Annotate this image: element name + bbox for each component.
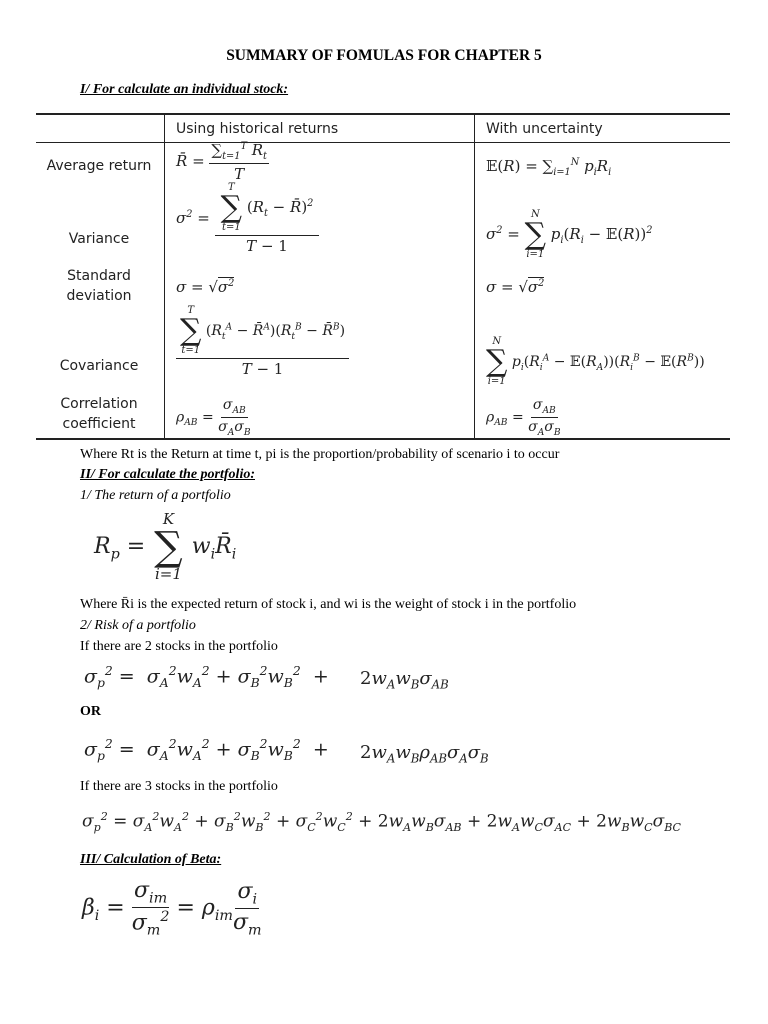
row-label-corr-line1: Correlation (60, 396, 138, 412)
row-label-corr-line2: coefficient (62, 416, 136, 432)
formula-var-historical: $\sigma^2$ = T ∑ t=1 ($R_t$ − R̄)$^2$ T − 1 (176, 183, 319, 255)
formula-risk-two-stocks-cov-term: $2w_Aw_B\sigma_{AB}$ (360, 668, 449, 692)
section-beta: III/ Calculation of Beta: (80, 852, 222, 867)
formula-portfolio-return: $R_p$ = K ∑ i=1 $w_iR̄_i$ (94, 510, 237, 583)
row-label-std-line2: deviation (66, 288, 132, 304)
col-header-uncertainty: With uncertainty (486, 121, 603, 137)
formula-avg-uncertainty: 𝔼(R) = $\sum_{i=1}^N$ $p_iR_i$ (486, 157, 612, 178)
formula-beta: $\beta_i$ = $\frac{\sigma_{im}}{\sigma_m^2}$ = $\rho_{im}$ $\frac{\sigma_i}{\sigma_m}$ (82, 878, 262, 940)
formula-std-uncertainty: $\sigma = √\sigma^2$ (486, 278, 545, 296)
or-label: OR (80, 704, 101, 719)
two-stocks-label: If there are 2 stocks in the portfolio (80, 639, 278, 654)
row-label-standard-deviation (36, 266, 162, 306)
row-label-std-line1: Standard (67, 268, 131, 284)
formula-risk-two-stocks-correlation: $\sigma_p^2 = \sigma_A^2w_A^2 + \sigma_B^2w_B^2$ + (84, 737, 329, 764)
row-label-variance: Variance (68, 231, 130, 247)
row-label-correlation (36, 394, 162, 434)
formula-risk-two-stocks-corr-term: $2w_Aw_B\rho_{AB}\sigma_A\sigma_B$ (360, 742, 489, 766)
table-col-divider-1 (164, 113, 165, 439)
formula-cov-historical: T ∑ t=1 ($R_t^A$ − $R̄^A)(R_t^B$ − R̄$^B$) T − 1 (176, 306, 349, 378)
page-title: SUMMARY OF FOMULAS FOR CHAPTER 5 (226, 47, 542, 64)
subsection-portfolio-risk: 2/ Risk of a portfolio (80, 618, 196, 633)
table-header-rule (36, 142, 730, 143)
formula-corr-uncertainty: $\rho_{AB}$ = $\frac{\sigma_{AB}}{\sigma_A\sigma_B}$ (486, 397, 561, 438)
table-top-rule (36, 113, 730, 115)
table-col-divider-2 (474, 113, 475, 439)
portfolio-return-note: Where R̄i is the expected return of stock i, and wi is the weight of stock i in the portfolio (80, 597, 577, 612)
formula-risk-two-stocks-covariance: $\sigma_p^2 = \sigma_A^2w_A^2 + \sigma_B^2w_B^2$ + (84, 664, 329, 691)
formula-std-historical: $\sigma = √\sigma^2$ (176, 278, 235, 296)
col-header-historical: Using historical returns (176, 121, 339, 137)
subsection-portfolio-return: 1/ The return of a portfolio (80, 488, 231, 503)
formula-avg-historical: R̄ = $\frac{\sum_{t=1}^T R_t}{T}$ (176, 141, 267, 183)
formula-var-uncertainty: $\sigma^2$ = N ∑ i=1 $p_i(R_i$ − 𝔼(R))$^2$ (486, 209, 653, 260)
row-label-average-return: Average return (46, 158, 152, 174)
table-bottom-rule (36, 438, 730, 440)
section-portfolio: II/ For calculate the portfolio: (80, 467, 255, 482)
formula-cov-uncertainty: N ∑ i=1 $p_i(R_i^A$ − $𝔼(R_A))(R_i^B$ − $𝔼(R^B)$) (486, 336, 705, 387)
section-individual-stock: I/ For calculate an individual stock: (80, 82, 289, 97)
three-stocks-label: If there are 3 stocks in the portfolio (80, 779, 278, 794)
formula-corr-historical: $\rho_{AB}$ = $\frac{\sigma_{AB}}{\sigma_A\sigma_B}$ (176, 397, 251, 438)
row-label-covariance: Covariance (59, 358, 139, 374)
formula-risk-three-stocks: $\sigma_p^2 = \sigma_A^2w_A^2 + \sigma_B^2w_B^2 + \sigma_C^2w_C^2 + 2w_Aw_B\sigma_{AB} + 2w_Aw_C\sigma_{AC} + 2w_Bw_C\sigma_{BC}$ (82, 810, 682, 835)
table-note: Where Rt is the Return at time t, pi is the proportion/probability of scenario i to occur (80, 447, 560, 462)
